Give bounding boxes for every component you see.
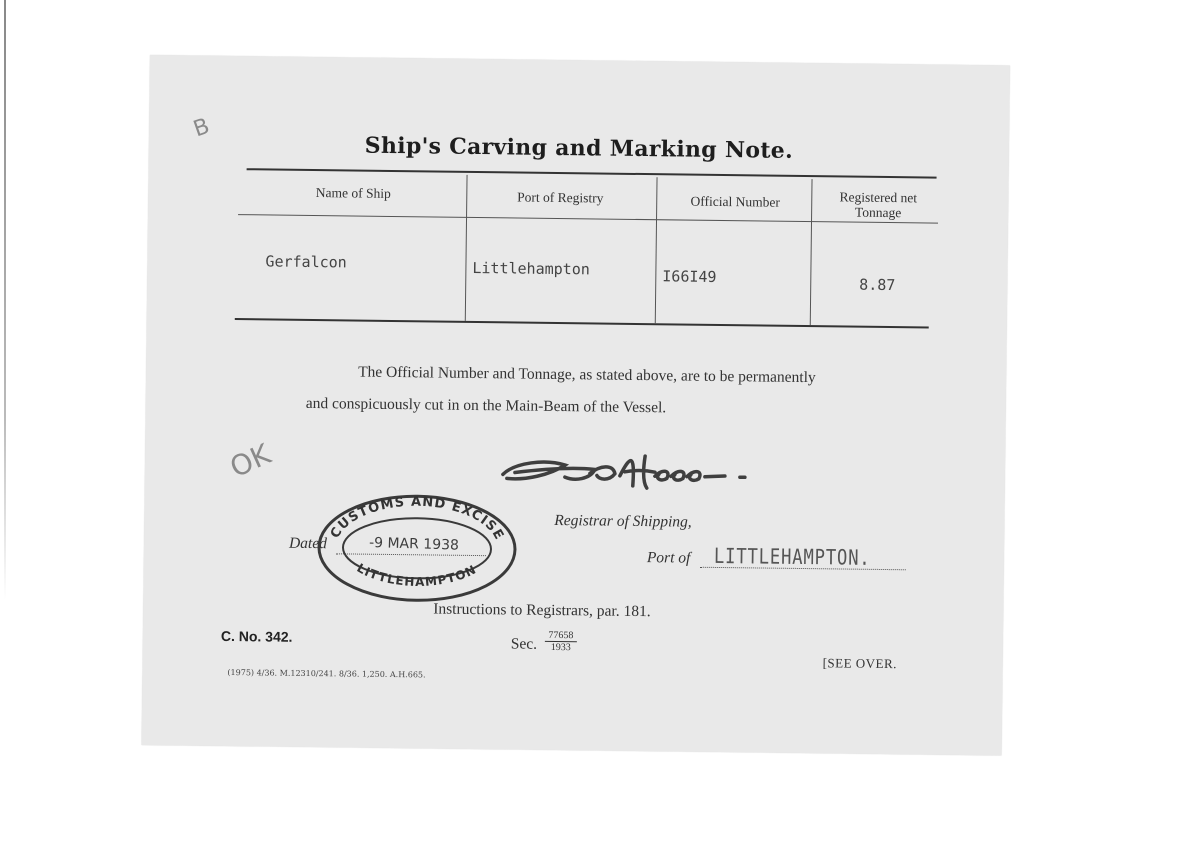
cell-registered-net-tonnage: 8.87	[859, 275, 896, 295]
section-denominator: 1933	[545, 641, 577, 653]
pencil-mark-top: B	[190, 113, 213, 143]
column-header-registered-net-tonnage: Registered net Tonnage	[839, 189, 918, 221]
form-number: C. No. 342.	[220, 627, 293, 645]
column-header-name-of-ship: Name of Ship	[315, 185, 391, 201]
instruction-line-1: The Official Number and Tonnage, as stated above, are to be permanently	[358, 363, 816, 387]
column-header-port-of-registry: Port of Registry	[517, 189, 604, 206]
stamp-bottom-text: LITTLEHAMPTON	[354, 560, 479, 589]
cell-name-of-ship: Gerfalcon	[265, 252, 347, 272]
svg-text:LITTLEHAMPTON	[354, 561, 479, 590]
carving-note-sheet	[142, 55, 1010, 755]
customs-excise-stamp	[311, 489, 522, 607]
instruction-line-2: and conspicuously cut in on the Main-Beam of the Vessel.	[305, 394, 667, 417]
cell-port-of-registry: Littlehampton	[472, 258, 590, 279]
registrar-signature	[495, 444, 776, 502]
stamp-top-text: CUSTOMS AND EXCISE	[327, 494, 507, 543]
print-code: (1975) 4/36. M.12310/241. 8/36. 1,250. A.H.665.	[227, 667, 426, 680]
page-edge-line	[4, 0, 6, 600]
table-divider-1	[465, 175, 468, 321]
table-bottom-rule	[235, 318, 929, 328]
page-title: Ship's Carving and Marking Note.	[364, 132, 794, 164]
instructions-reference: Instructions to Registrars, par. 181.	[433, 600, 651, 621]
pencil-mark-ok: OK	[225, 437, 276, 485]
section-label: Sec.	[510, 635, 538, 653]
dated-label: Dated	[288, 534, 328, 553]
registrar-of-shipping-label: Registrar of Shipping,	[554, 511, 692, 531]
table-top-rule	[247, 168, 937, 178]
section-fraction	[545, 630, 577, 653]
table-divider-2	[655, 177, 658, 323]
column-header-official-number: Official Number	[690, 193, 781, 210]
see-over-note: [SEE OVER.	[822, 655, 898, 672]
port-of-label: Port of	[646, 549, 691, 567]
cell-official-number: I66I49	[662, 267, 717, 286]
port-of-stamped-value: LITTLEHAMPTON.	[713, 543, 871, 570]
dated-stamped-value: -9 MAR 1938	[368, 534, 460, 554]
section-numerator: 77658	[548, 629, 574, 642]
